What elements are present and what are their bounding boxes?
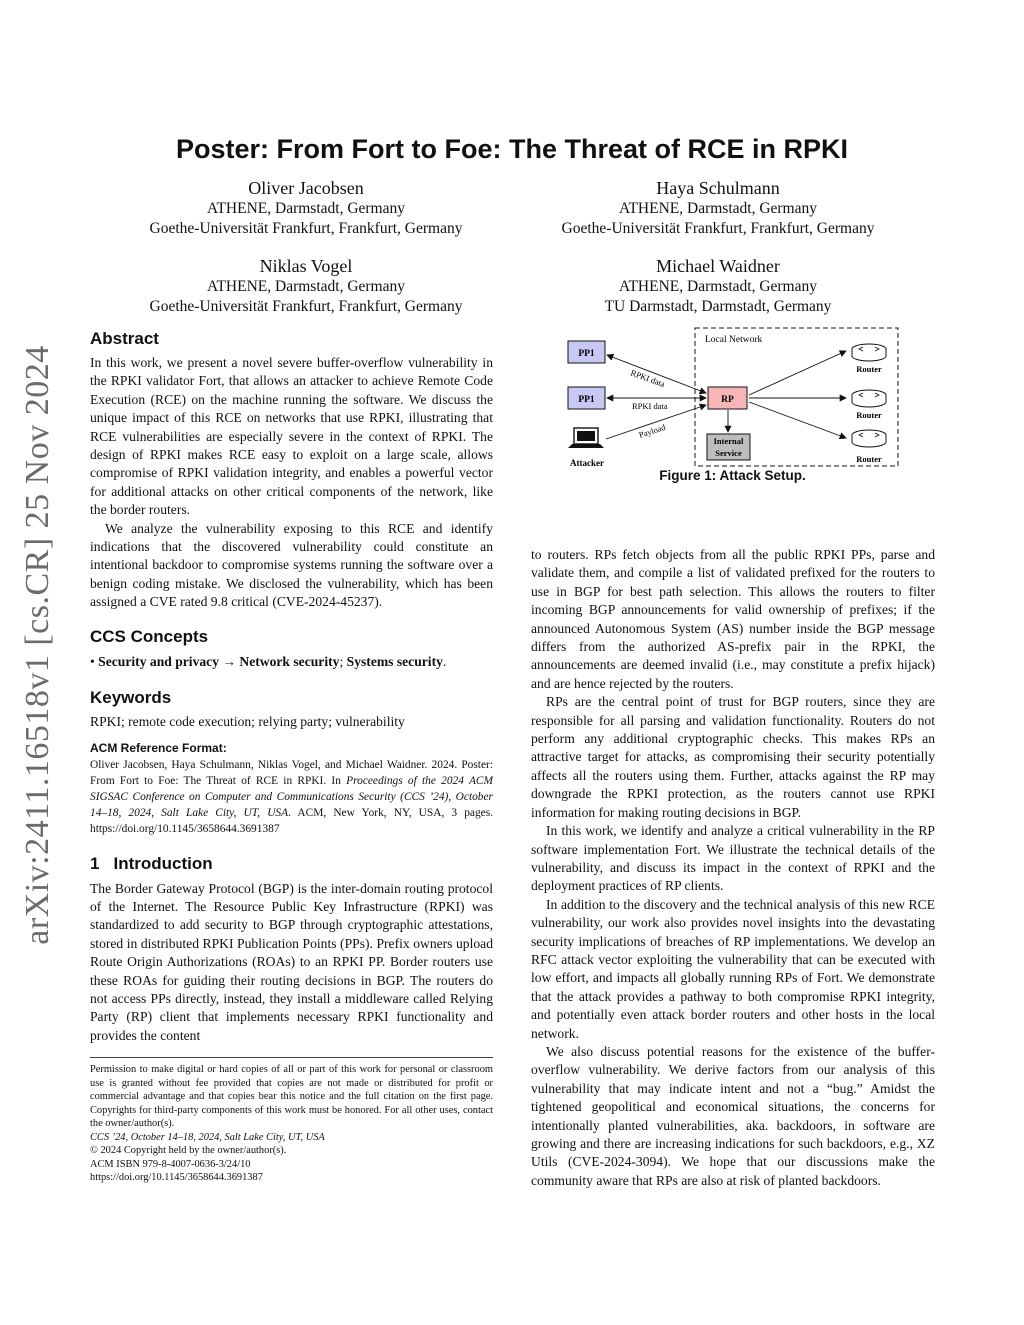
laptop-icon — [568, 428, 604, 448]
ccs-concept: Security and privacy — [98, 653, 220, 669]
ccs-concept: Network security — [239, 653, 340, 669]
pp1-label-mid: PP1 — [578, 395, 595, 405]
ccs-separator: ; — [339, 653, 347, 669]
author-affiliation: ATHENE, Darmstadt, Germany — [206, 278, 405, 295]
ccs-concepts — [90, 653, 493, 671]
footnote-block — [90, 1063, 493, 1185]
introduction-body-left — [90, 880, 493, 1046]
author-affiliation: Goethe-Universität Frankfurt, Frankfurt, Germany — [149, 298, 463, 315]
router-label: Router — [856, 410, 882, 420]
ccs-concept: Systems security — [346, 653, 443, 669]
edge-rp-router-1 — [749, 351, 846, 395]
acm-reference-text — [90, 757, 493, 837]
author-affiliation: TU Darmstadt, Darmstadt, Germany — [604, 298, 832, 315]
figure-caption: Figure 1: Attack Setup. — [659, 468, 806, 483]
permission-notice: Permission to make digital or hard copies of all or part of this work for personal or classroom use is granted without fee provided that copies are not made or distributed for profit or commercial advantage and that copies bear this notice and the full citation on the first page. Copyrights for third-party components of this work must be honored. For all other uses, contact the owner/author(s). — [90, 1064, 493, 1129]
router-label: Router — [856, 454, 882, 464]
arxiv-identifier-text: arXiv:2411.16518v1 [cs.CR] 25 Nov 2024 — [19, 345, 56, 945]
router-label: Router — [856, 364, 882, 374]
attack-setup-diagram — [560, 325, 905, 475]
ccs-arrow: → — [219, 653, 240, 669]
footnote-rule — [90, 1057, 493, 1058]
router-icon — [852, 390, 886, 407]
author-name: Niklas Vogel — [259, 256, 353, 276]
intro-paragraph: In addition to the discovery and the technical analysis of this new RCE vulnerability, our work also provides novel insights into the devastating security implications of breaches of RP implementations. We develop an RFC attack vector exploiting the vulnerability that can be executed with low effort, and impacts all globally running RPs of Fort. We demonstrate that the attack provides a pathway to both compromise RPKI integrity, and potentially even attack border routers and other hosts in the local network. — [531, 896, 935, 1041]
router-icon — [852, 430, 886, 447]
section-number: 1 — [90, 853, 100, 873]
keywords-heading: Keywords — [90, 688, 172, 708]
author-block-2 — [508, 177, 928, 239]
attacker-label: Attacker — [570, 458, 604, 468]
author-name: Haya Schulmann — [656, 178, 780, 198]
author-name: Michael Waidner — [656, 256, 780, 276]
author-affiliation: ATHENE, Darmstadt, Germany — [618, 200, 817, 217]
introduction-body-right — [531, 546, 935, 1190]
copyright-notice: © 2024 Copyright held by the owner/author(s). — [90, 1145, 287, 1156]
keywords-text: RPKI; remote code execution; relying party; vulnerability — [90, 714, 405, 730]
arxiv-identifier — [8, 345, 68, 945]
abstract-paragraph: In this work, we present a novel severe buffer-overflow vulnerability in the RPKI validator Fort, that allows an attacker to achieve Remote Code Execution (RCE) on the machine running the software. We discuss the unique impact of this RCE on networks that use RPKI, illustrating that RCE vulnerabilities are especially severe in the context of RPKI. The design of RPKI makes RCE easy to exploit on a large scale, allows compromise of RPKI validation integrity, and enables a powerful vector for additional attacks on other critical components of the network, like the border routers. — [90, 355, 493, 518]
pp1-label-top: PP1 — [578, 349, 595, 359]
local-network-label: Local Network — [705, 335, 763, 345]
rp-label: RP — [721, 395, 734, 405]
author-affiliation: Goethe-Universität Frankfurt, Frankfurt, Germany — [149, 220, 463, 237]
abstract-paragraph: We analyze the vulnerability exposing to this RCE and identify indications that the discovered vulnerability could constitute an intentional backdoor to compromise systems running the software over a benign coding mistake. We disclosed the vulnerability, which has been assigned a CVE rated 9.8 critical (CVE-2024-45237). — [90, 520, 493, 610]
ccs-end: . — [442, 653, 447, 669]
paper-title: Poster: From Fort to Foe: The Threat of RCE in RPKI — [175, 134, 848, 164]
author-affiliation: ATHENE, Darmstadt, Germany — [206, 200, 405, 217]
acm-reference-authors: Oliver Jacobsen, Haya Schulmann, Niklas Vogel, and Michael Waidner. 2024. Poster: From Fort to Foe: The Threat of RCE in RPKI. In — [90, 758, 493, 787]
edge-rp-router-3 — [749, 402, 846, 438]
figure-attack-setup — [560, 325, 905, 475]
edge-label-payload: Payload — [637, 421, 667, 440]
author-block-4 — [508, 255, 928, 317]
author-affiliation: ATHENE, Darmstadt, Germany — [618, 278, 817, 295]
ccs-bullet: • — [90, 653, 95, 669]
isbn: ACM ISBN 979-8-4007-0636-3/24/10 — [90, 1158, 251, 1170]
author-affiliation: Goethe-Universität Frankfurt, Frankfurt, Germany — [561, 220, 875, 237]
footnote-venue: CCS ’24, October 14–18, 2024, Salt Lake City, UT, USA — [90, 1131, 325, 1143]
internal-service-label-2: Service — [715, 448, 742, 458]
edge-pp1-top-rp — [607, 355, 706, 393]
intro-paragraph: RPs are the central point of trust for BGP routers, since they are responsible for all parsing and validation functionality. Routers do not perform any additional cryptographic checks. This makes RPs an attractive target for attacks, as compromising their security potentially affects all the routers using them. Further, attacks against the RP may downgrade the RPKI protection, as the routers cannot use RPKI information for making routing decisions in BGP. — [531, 694, 935, 820]
acm-reference-tail: . ACM, New York, NY, USA, 3 pages. https://doi.org/10.1145/3658644.3691387 — [90, 806, 493, 835]
internal-service-label-1: Internal — [713, 436, 744, 446]
section-title: Introduction — [113, 853, 213, 873]
author-name: Oliver Jacobsen — [248, 178, 364, 198]
acm-reference-heading: ACM Reference Format: — [90, 740, 227, 755]
abstract-body — [90, 354, 493, 612]
intro-paragraph: The Border Gateway Protocol (BGP) is the inter-domain routing protocol of the Internet. The Resource Public Key Infrastructure (RPKI) was standardized to add security to BGP through cryptographic attestations, stored in distributed RPKI Publication Points (PPs). Prefix owners upload Route Origin Authorizations (ROAs) to an RPKI PP. Border routers use these ROAs for guiding their routing decisions in BGP. The routers do not access PPs directly, instead, they install a middleware called Relying Party (RP) client that implements necessary RPKI functionality and provides the content — [90, 880, 493, 1043]
introduction-heading — [90, 854, 493, 874]
ccs-heading: CCS Concepts — [90, 626, 209, 646]
abstract-heading: Abstract — [90, 329, 159, 348]
intro-paragraph: In this work, we identify and analyze a critical vulnerability in the RP software implementation Fort. We illustrate the technical details of the vulnerability, and discuss its impact in the context of RPKI and the deployment practices of RP clients. — [531, 823, 935, 894]
edge-label-rpki-data-mid: RPKI data — [632, 401, 668, 411]
left-column — [90, 329, 493, 1045]
intro-paragraph: We also discuss potential reasons for the existence of the buffer-overflow vulnerability. We derive factors from our analysis of this vulnerability that may indicate intent and not a “bug.” Amidst the tightened geopolitical and economical situations, the concerns for intentionally planted vulnerabilities, aka. backdoors, in software are growing and there are increasing indications for such backdoors, e.g., XZ Utils (CVE-2024-3094). We hope that our discussions make the community aware that RPs are also at risk of planted backdoors. — [531, 1043, 935, 1188]
author-block-1 — [96, 177, 516, 239]
edge-label-rpki-data-top: RPKI data — [629, 367, 667, 390]
acm-reference-venue: Proceedings of the 2024 ACM SIGSAC Conference on Computer and Communications Security (CCS ’24), October 14–18, 2024, Salt Lake City, UT, USA — [90, 774, 493, 819]
doi-link[interactable]: https://doi.org/10.1145/3658644.3691387 — [90, 1172, 263, 1183]
intro-paragraph: to routers. RPs fetch objects from all the public RPKI PPs, parse and validate them, and compile a list of validated prefixed for the routers to use in BGP for best path selection. This allows the routers to filter incoming BGP announcements for valid ownership of prefixes; if the announced Autonomous System (AS) number inside the BGP message differs from the authorized AS-prefix pair in the RPKI, the announcements are deemed invalid (i.e., may constitute a prefix hijack) and are hence rejected by the routers. — [531, 547, 935, 691]
author-block-3 — [96, 255, 516, 317]
router-icon — [852, 344, 886, 361]
